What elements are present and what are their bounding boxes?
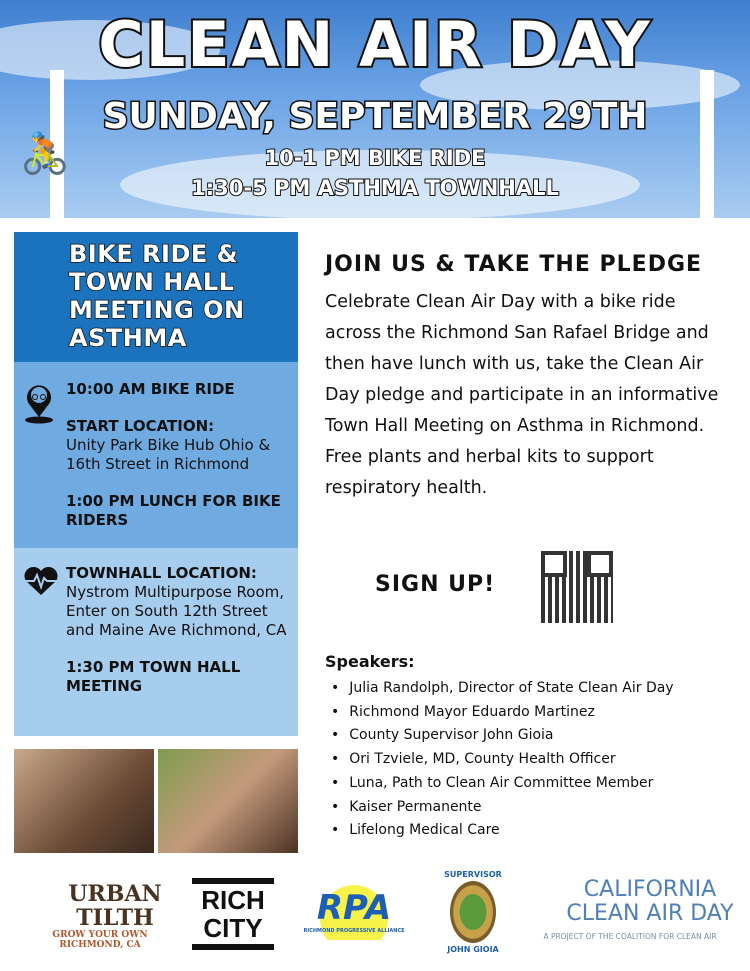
pledge-heading: JOIN US & TAKE THE PLEDGE xyxy=(325,252,703,277)
speaker-item: • Ori Tzviele, MD, County Health Officer xyxy=(325,748,674,772)
sign-up-label: SIGN UP! xyxy=(375,572,496,597)
location-pin-bike-icon xyxy=(24,382,54,424)
lunch-time: 1:00 PM LUNCH FOR BIKE RIDERS xyxy=(66,492,281,529)
speakers-list xyxy=(325,677,674,843)
urban-tilth-logo: URBAN TILTH GROW YOUR OWN RICHMOND, CA xyxy=(52,881,162,950)
bike-ride-section xyxy=(14,362,298,548)
townhall-section xyxy=(14,548,298,736)
event-description: Celebrate Clean Air Day with a bike ride across the Richmond San Rafael Bridge and then have lunch with us, take the Clean Air Day pledge and participate in an informative Town Hall Meeting on Asthma in Richmond. Free plants and herbal kits to support respiratory health. xyxy=(325,292,719,498)
bike-time: 10:00 AM BIKE RIDE xyxy=(66,380,235,398)
townhall-address: Nystrom Multipurpose Room, Enter on South 12th Street and Maine Ave Richmond, CA xyxy=(66,583,287,639)
signup-qr-code[interactable] xyxy=(541,551,613,623)
cyclists-illustration: 🚴 xyxy=(20,131,70,177)
speakers-title: Speakers: xyxy=(325,652,415,671)
heartbeat-icon xyxy=(22,566,60,596)
speaker-item: • Richmond Mayor Eduardo Martinez xyxy=(325,701,674,725)
speaker-item: • Luna, Path to Clean Air Committee Member xyxy=(325,772,674,796)
sponsor-logos xyxy=(0,870,750,960)
header-banner xyxy=(0,0,750,218)
event-title: CLEAN AIR DAY xyxy=(98,8,652,81)
townhall-meeting-time: 1:30 PM TOWN HALL MEETING xyxy=(66,658,241,695)
photos xyxy=(14,749,298,853)
townhall-time: 1:30-5 PM ASTHMA TOWNHALL xyxy=(191,176,559,200)
supervisor-seal-logo: SUPERVISOR JOHN GIOIA xyxy=(444,870,502,954)
speaker-item: • Kaiser Permanente xyxy=(325,796,674,820)
rpa-logo: RPA RICHMOND PROGRESSIVE ALLIANCE xyxy=(298,870,410,940)
townhall-location-label: TOWNHALL LOCATION: xyxy=(66,564,257,582)
woman-inhaler-photo xyxy=(158,749,298,853)
start-location-label: START LOCATION: xyxy=(66,417,215,435)
california-clean-air-day-logo: CALIFORNIA CLEAN AIR DAY A PROJECT OF THE COALITION FOR CLEAN AIR xyxy=(543,877,734,941)
sidebar-heading: BIKE RIDE & TOWN HALL MEETING ON ASTHMA xyxy=(14,232,298,362)
start-address: Unity Park Bike Hub Ohio & 16th Street in Richmond xyxy=(66,436,271,473)
speaker-item: • County Supervisor John Gioia xyxy=(325,724,674,748)
main-content xyxy=(325,252,735,504)
rich-city-logo: RICH CITY xyxy=(192,878,274,950)
county-seal xyxy=(450,881,496,943)
speaker-item: • Lifelong Medical Care xyxy=(325,819,674,843)
speakers-section xyxy=(325,652,674,843)
family-inhaler-photo xyxy=(14,749,154,853)
speaker-item: • Julia Randolph, Director of State Clean Air Day xyxy=(325,677,674,701)
bike-ride-time: 10-1 PM BIKE RIDE xyxy=(264,146,486,170)
event-date: SUNDAY, SEPTEMBER 29TH xyxy=(102,96,648,137)
event-details-sidebar xyxy=(14,232,298,736)
